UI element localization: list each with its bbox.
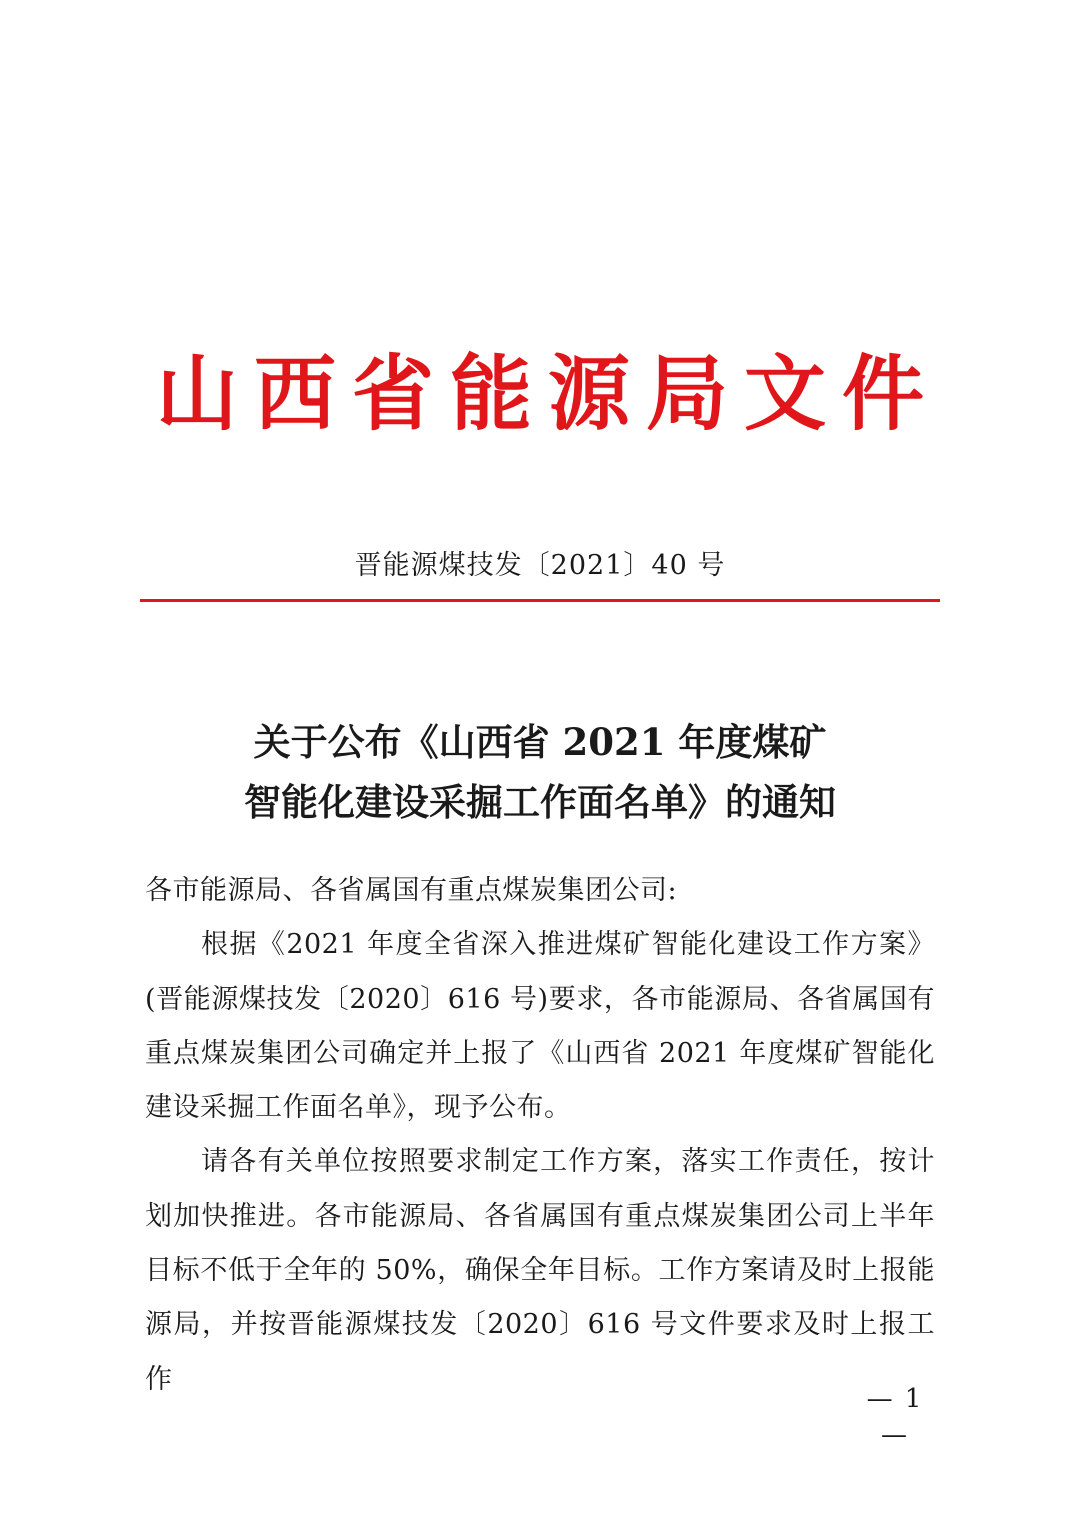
notice-title-line-1: 关于公布《山西省 2021 年度煤矿 bbox=[253, 720, 827, 764]
red-divider-line bbox=[140, 599, 940, 602]
document-number: 晋能源煤技发〔2021〕40 号 bbox=[354, 550, 726, 581]
body-paragraph-1: 根据《2021 年度全省深入推进煤矿智能化建设工作方案》(晋能源煤技发〔2020〕616 号)要求，各市能源局、各省属国有重点煤炭集团公司确定并上报了《山西省 2021 年度煤矿智能化建设采掘工作面名单》，现予公布。 bbox=[145, 929, 935, 1124]
page-number: — 1 — bbox=[866, 1384, 924, 1450]
body-paragraph-2: 请各有关单位按照要求制定工作方案，落实工作责任，按计划加快推进。各市能源局、各省属国有重点煤炭集团公司上半年目标不低于全年的 50%，确保全年目标。工作方案请及时上报能源局，并按晋能源煤技发〔2020〕616 号文件要求及时上报工作 bbox=[145, 1146, 935, 1395]
notice-title-line-2: 智能化建设采掘工作面名单》的通知 bbox=[244, 780, 836, 824]
issuer-heading: 山西省能源局文件 bbox=[155, 347, 940, 442]
notice-title bbox=[0, 712, 1080, 832]
notice-body bbox=[145, 864, 935, 1407]
addressee: 各市能源局、各省属国有重点煤炭集团公司: bbox=[145, 875, 678, 906]
